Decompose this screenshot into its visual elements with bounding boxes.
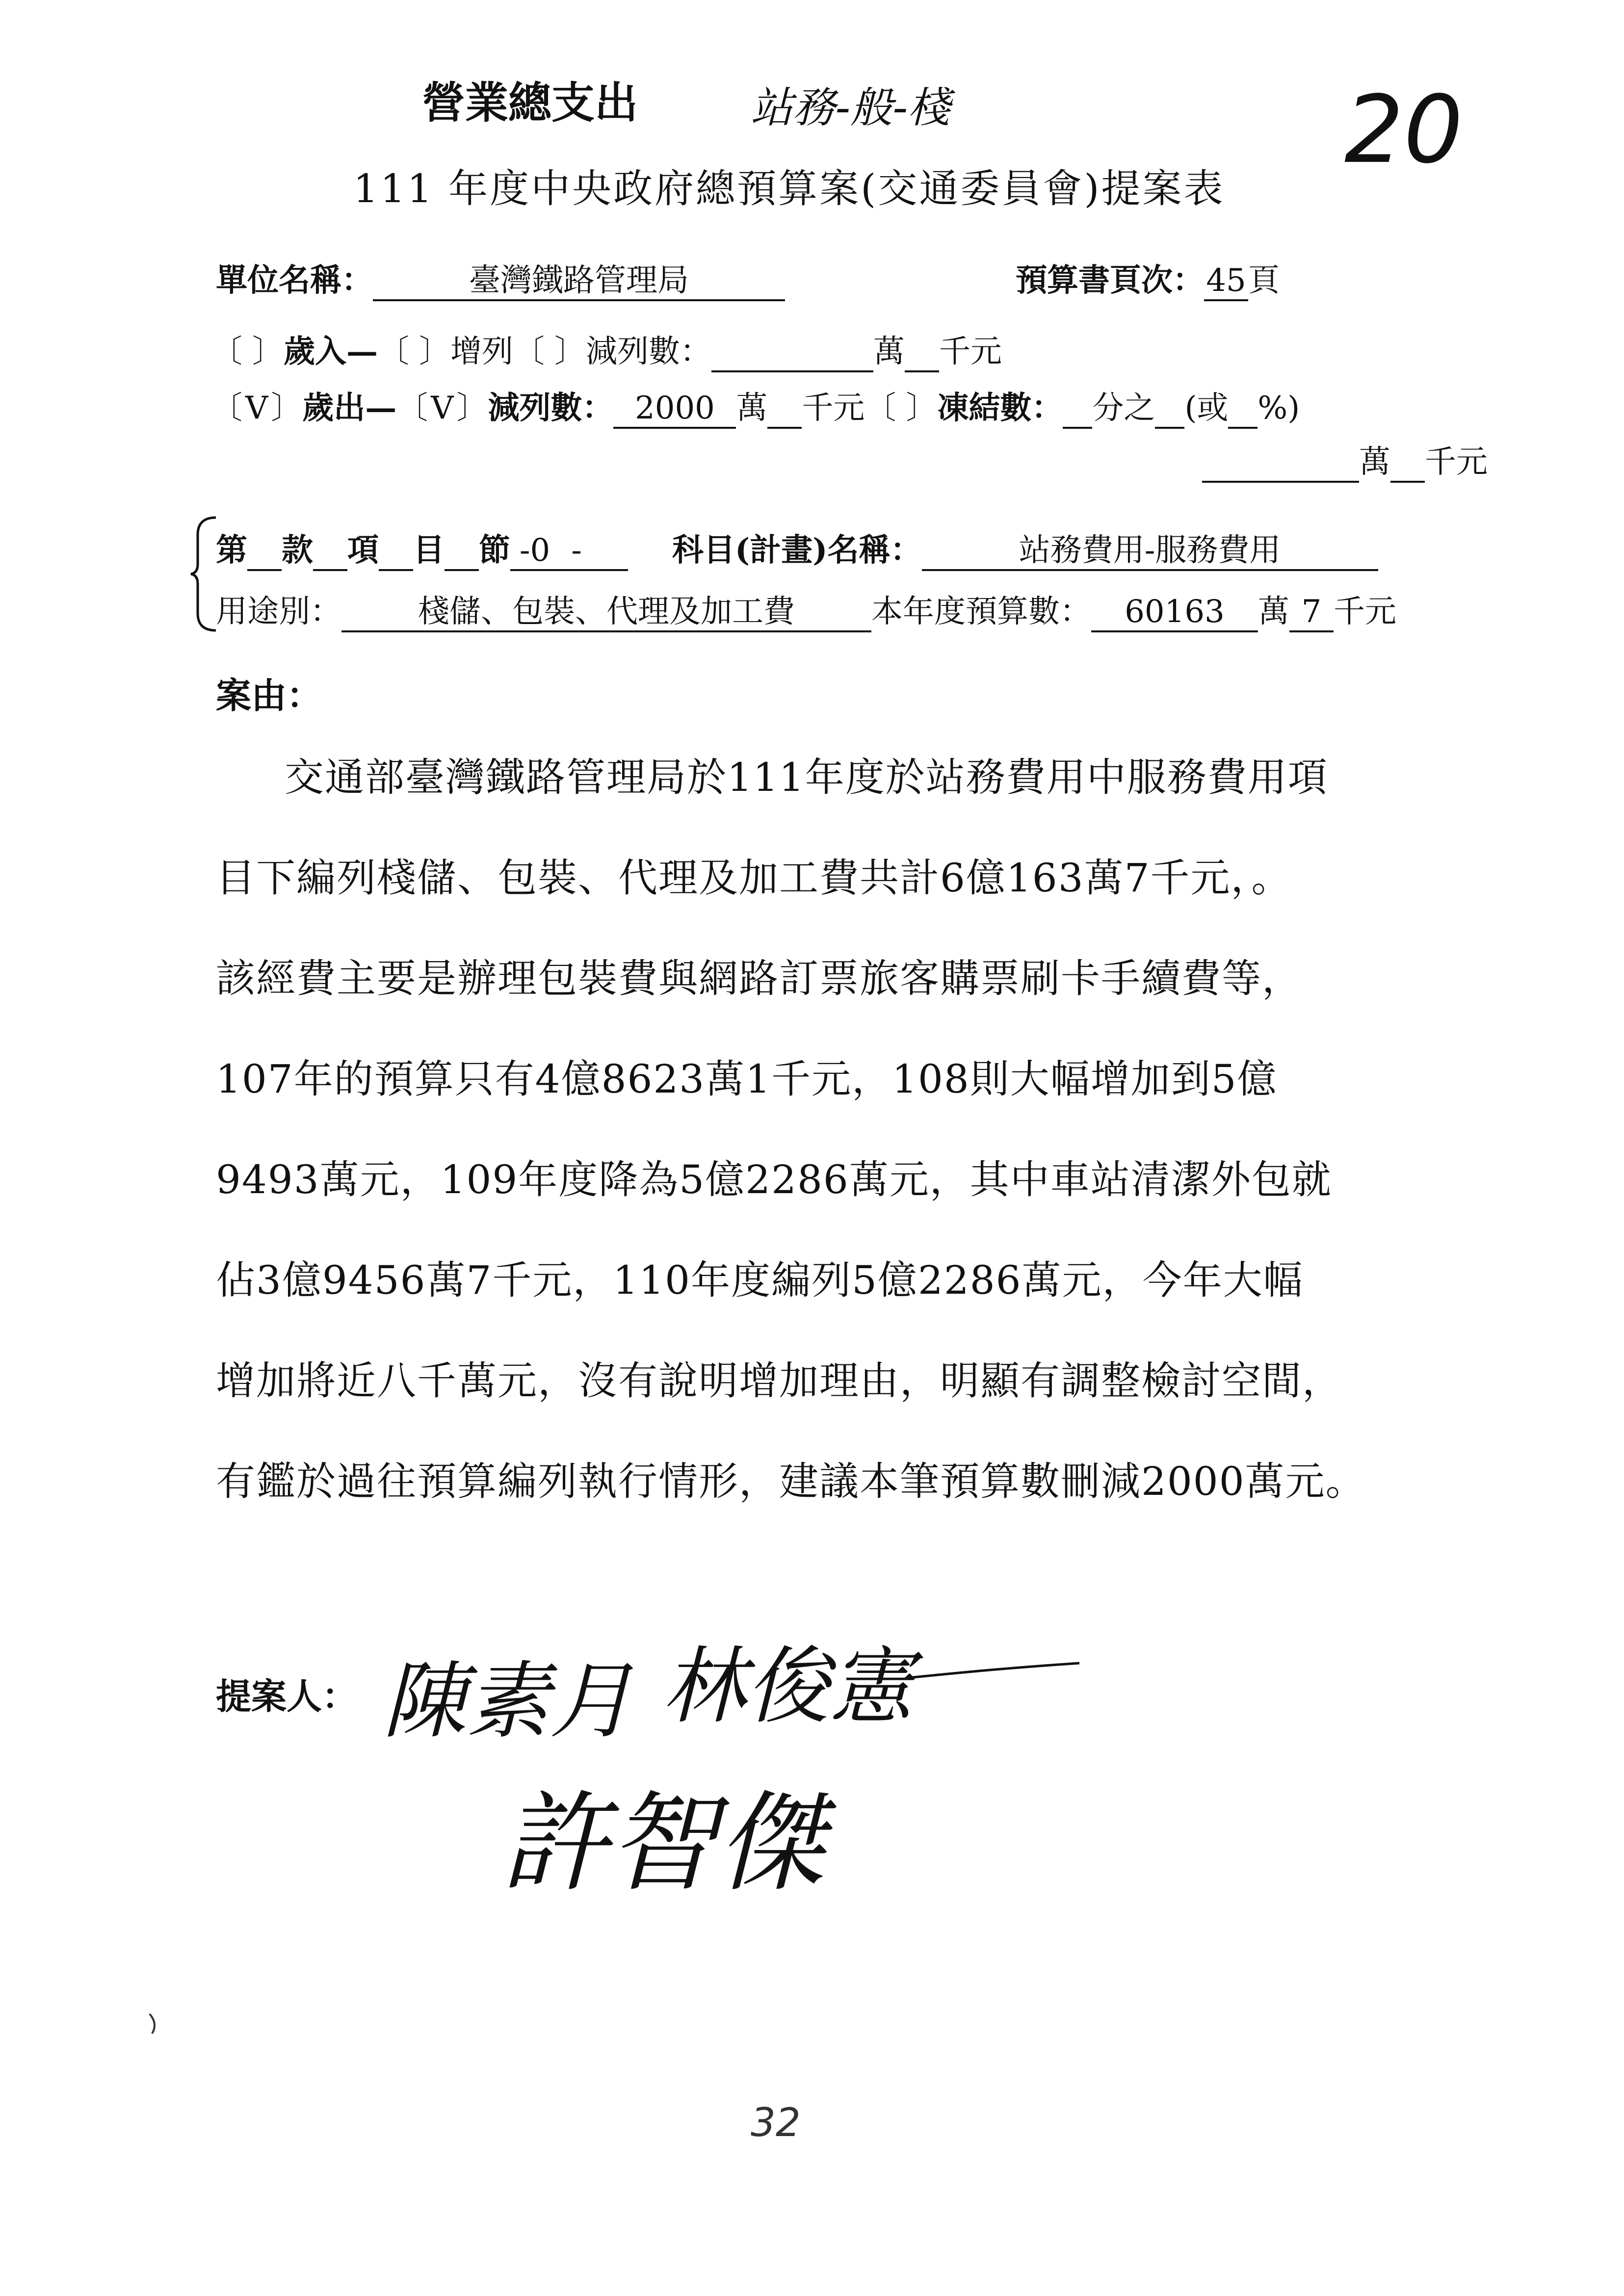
revenue-row (211, 326, 1002, 372)
reason-heading: 案由： (216, 675, 322, 716)
signature-3: 許智傑 (500, 1780, 825, 1906)
bracket-open: 〔 (378, 334, 409, 370)
budget-label: 本年度預算數： (871, 594, 1091, 630)
reason-line: 9493萬元，109年度降為5億2286萬元，其中車站清潔外包就 (216, 1157, 1332, 1202)
subject-label: 科目(計畫)名稱： (672, 532, 922, 569)
expense-label: 歲出— (302, 390, 397, 426)
freeze-label: 凍結數： (937, 390, 1063, 426)
fraction-text: 分之 (1092, 390, 1155, 426)
di-label: 第 (216, 532, 247, 569)
jie-value: -0 (510, 533, 559, 571)
reason-line: 增加將近八千萬元，沒有說明增加理由，明顯有調整檢討空間， (216, 1358, 1342, 1404)
jie-dash: - (559, 533, 594, 571)
freeze-numerator-blank (1155, 391, 1184, 429)
bracket-close: 〕 (906, 390, 938, 426)
increase-label: 增列 (450, 334, 513, 370)
form-title: 111 年度中央政府總預算案(交通委員會)提案表 (353, 166, 1225, 211)
bracket-close: 〕 (554, 334, 586, 370)
cut-value: 2000 (613, 391, 736, 429)
expense-check: V (245, 390, 268, 426)
unit-label: 單位名稱： (216, 262, 373, 299)
revenue-label: 歲入— (284, 333, 378, 370)
bracket-open: 〔 (396, 390, 428, 426)
or-open: (或 (1184, 390, 1229, 426)
usage-value: 棧儲、包裝、代理及加工費 (341, 594, 871, 632)
freeze-qian-blank (1390, 444, 1425, 483)
subject-brace (189, 515, 218, 633)
xiang-label: 項 (347, 532, 379, 569)
revenue-qian-blank (905, 334, 939, 372)
budget-qian-value: 7 (1289, 594, 1334, 632)
signature-underline-stroke (908, 1658, 1084, 1688)
budget-page-row (1016, 255, 1280, 301)
revenue-decrease-blank (711, 334, 873, 372)
decrease-label: 減列數： (586, 334, 711, 370)
usage-label: 用途別： (216, 594, 341, 630)
reason-line: 有鑑於過往預算編列執行情形，建議本筆預算數刪減2000萬元。 (216, 1459, 1366, 1504)
page-tag: 20 (1344, 76, 1463, 184)
bracket-close: 〕 (271, 390, 303, 426)
bracket-close: 〕 (252, 334, 284, 370)
freeze-wan-blank (1202, 444, 1359, 483)
freeze-denominator-blank (1063, 391, 1092, 429)
jie-blank (594, 533, 628, 571)
usage-row (216, 586, 1396, 632)
qian-yuan-unit: 千元 (802, 390, 865, 426)
cut-check: V (431, 390, 454, 426)
signature-1: 陳素月 (383, 1653, 633, 1750)
reason-line: 107年的預算只有4億8623萬1千元，108則大幅增加到5億 (216, 1056, 1278, 1102)
subject-value: 站務費用-服務費用 (922, 533, 1378, 571)
qian-yuan-unit: 千元 (1334, 594, 1396, 630)
stray-mark (147, 2011, 162, 2036)
cut-qian-blank (767, 391, 802, 429)
mu-blank (445, 533, 479, 571)
unit-row (216, 255, 785, 301)
expense-row (211, 383, 1300, 429)
pct-close: %) (1257, 390, 1300, 426)
bracket-open: 〔 (211, 390, 242, 426)
bracket-close: 〕 (419, 334, 450, 370)
reason-line: 佔3億9456萬7千元，110年度編列5億2286萬元，今年大幅 (216, 1257, 1304, 1303)
unit-value: 臺灣鐵路管理局 (373, 263, 785, 301)
proposer-label: 提案人： (216, 1675, 358, 1717)
bracket-open: 〔 (864, 390, 896, 426)
cut-label: 減列數： (488, 390, 614, 426)
kuan-blank (313, 533, 347, 571)
category-title: 營業總支出 (422, 77, 638, 128)
wan-unit: 萬 (873, 334, 905, 370)
subject-row (216, 525, 1378, 571)
jie-label: 節 (479, 532, 510, 569)
wan-unit: 萬 (736, 390, 768, 426)
bracket-close: 〕 (456, 390, 488, 426)
qian-yuan-unit: 千元 (939, 334, 1002, 370)
budget-wan-value: 60163 (1091, 594, 1258, 632)
mu-label: 目 (413, 532, 445, 569)
xiang-blank (379, 533, 413, 571)
freeze-amount-row (1202, 437, 1488, 483)
budget-page-label: 預算書頁次： (1016, 262, 1204, 299)
wan-unit: 萬 (1258, 594, 1289, 630)
budget-page-suffix: 頁 (1248, 262, 1280, 299)
wan-unit: 萬 (1359, 444, 1390, 480)
di-blank (247, 533, 282, 571)
freeze-percent-blank (1228, 391, 1257, 429)
qian-yuan-unit: 千元 (1425, 444, 1488, 480)
reason-line: 交通部臺灣鐵路管理局於111年度於站務費用中服務費用項 (285, 755, 1328, 800)
handwritten-item: 站務-般-棧 (751, 83, 950, 132)
reason-line: 目下編列棧儲、包裝、代理及加工費共計6億163萬7千元，。 (216, 855, 1292, 901)
reason-line: 該經費主要是辦理包裝費與網路訂票旅客購票刷卡手續費等， (216, 956, 1302, 1001)
page-number: 32 (751, 2100, 801, 2145)
kuan-label: 款 (282, 532, 313, 569)
budget-page-value: 45 (1204, 263, 1248, 301)
bracket-open: 〔 (513, 334, 545, 370)
signature-2: 林俊憲 (662, 1638, 913, 1735)
bracket-open: 〔 (211, 334, 242, 370)
